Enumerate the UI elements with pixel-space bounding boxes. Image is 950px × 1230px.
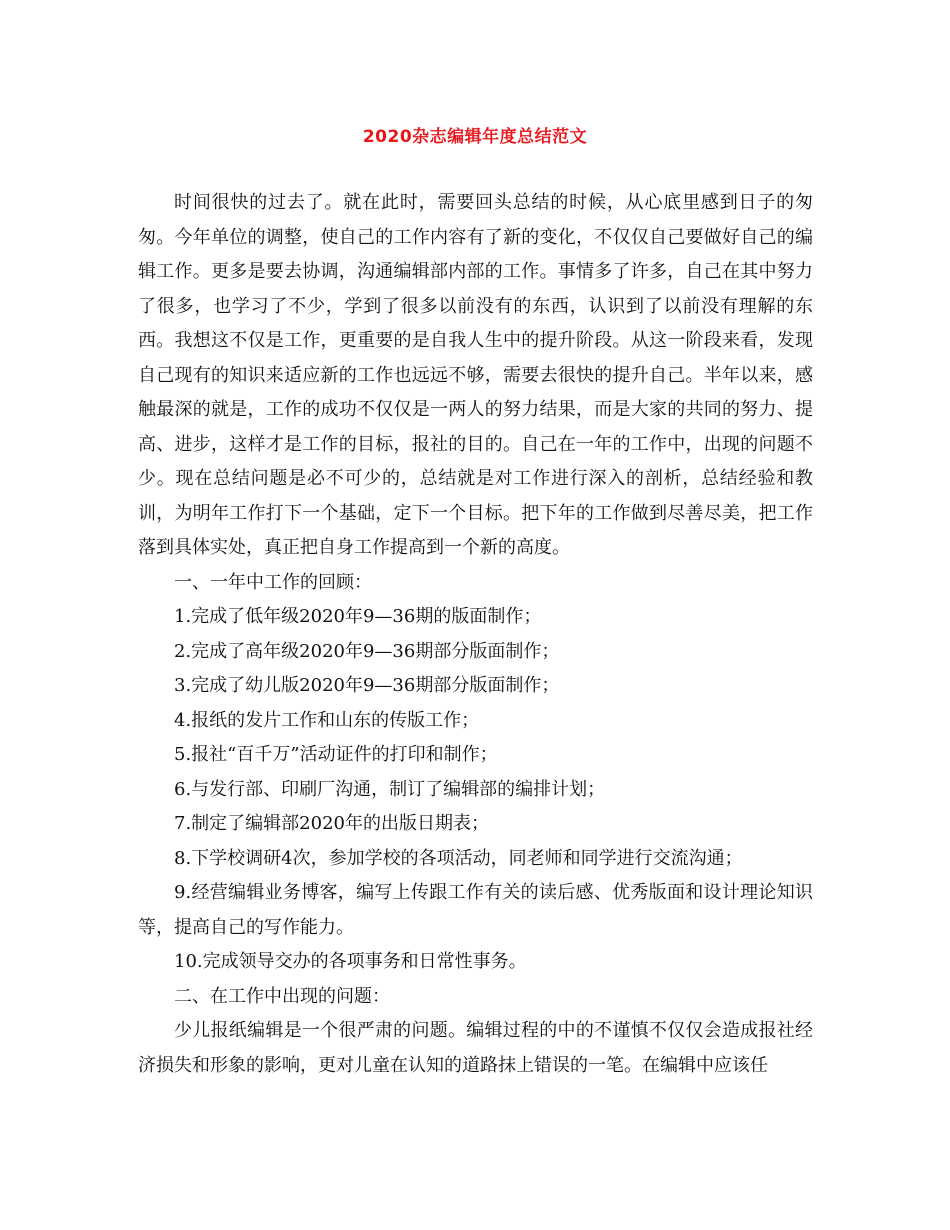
- list-item: 6.与发行部、印刷厂沟通，制订了编辑部的编排计划；: [174, 778, 606, 800]
- section-heading-review: 一、一年中工作的回顾：: [174, 571, 372, 593]
- intro-paragraph: 时间很快的过去了。就在此时，需要回头总结的时候，从心底里感到日子的匆匆。今年单位的调整，使自己的工作内容有了新的变化，不仅仅自己要做好自己的编辑工作。更多是要去协调，沟通编辑部内部的工作。事情多了许多，自己在其中努力了很多，也学习了不少，学到了很多以前没有的东西，认识到了以前没有理解的东西。我想这不仅是工作，更重要的是自我人生中的提升阶段。从这一阶段来看，发现自己现有的知识来适应新的工作也远远不够，需要去很快的提升自己。半年以来，感触最深的就是，工作的成功不仅仅是一两人的努力结果，而是大家的共同的努力、提高、进步，这样才是工作的目标，报社的目的。自己在一年的工作中，出现的问题不少。现在总结问题是必不可少的，总结就是对工作进行深入的剖析，总结经验和教训，为明年工作打下一个基础，定下一个目标。把下年的工作做到尽善尽美，把工作落到具体实处，真正把自身工作提高到一个新的高度。: [138, 192, 813, 558]
- list-item: 7.制定了编辑部2020年的出版日期表；: [174, 813, 489, 834]
- list-item: 2.完成了高年级2020年9—36期部分版面制作；: [174, 640, 560, 662]
- list-item: 3.完成了幼儿版2020年9—36期部分版面制作；: [174, 675, 560, 696]
- list-item: 4.报纸的发片工作和山东的传版工作；: [174, 709, 480, 731]
- document-body: [138, 186, 813, 1083]
- list-item: 1.完成了低年级2020年9—36期的版面制作；: [174, 606, 542, 627]
- section-heading-problems: 二、在工作中出现的问题：: [174, 985, 390, 1007]
- document-title: 2020杂志编辑年度总结范文: [362, 127, 588, 147]
- list-item: 8.下学校调研4次，参加学校的各项活动，同老师和同学进行交流沟通；: [174, 847, 743, 869]
- body-paragraph: 少儿报纸编辑是一个很严肃的问题。编辑过程的中的不谨慎不仅仅会造成报社经济损失和形象的影响，更对儿童在认知的道路抹上错误的一笔。在编辑中应该任: [138, 1020, 813, 1076]
- list-item: 5.报社“百千万”活动证件的打印和制作；: [174, 744, 498, 765]
- list-item: 10.完成领导交办的各项事务和日常性事务。: [174, 951, 527, 972]
- list-item: 9.经营编辑业务博客，编写上传跟工作有关的读后感、优秀版面和设计理论知识等，提高自己的写作能力。: [138, 882, 813, 938]
